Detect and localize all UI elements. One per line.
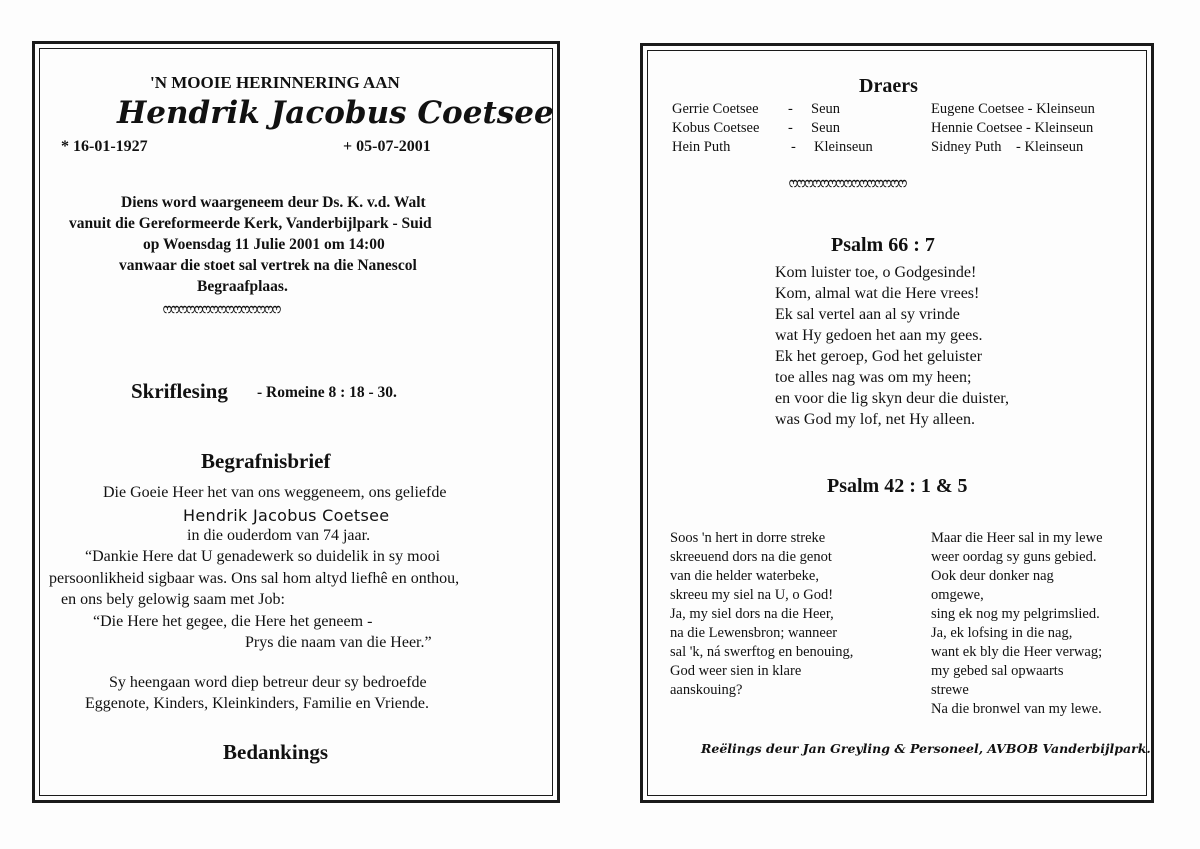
letter-line-2: “Dankie Here dat U genadewerk so duidelik in sy mooi [85,548,441,565]
psalm-2-right-line-5: sing ek nog my pelgrimslied. [931,606,1100,622]
bearer-dash-1: - [788,101,793,117]
letter-title: Begrafnisbrief [201,449,331,473]
bearer-right-3: Sidney Puth - Kleinseun [931,139,1084,155]
letter-deceased-name: Hendrik Jacobus Coetsee [183,506,390,525]
letter-line-6: Prys die naam van die Heer.” [245,634,432,651]
bearer-dash-2: - [788,120,793,136]
psalm-2-right-line-3: Ook deur donker nag [931,568,1054,584]
psalm-2-right-line-8: my gebed sal opwaarts [931,663,1064,679]
right-page [640,43,1154,803]
psalm-1-line-5: Ek het geroep, God het geluister [775,348,983,365]
psalm-2-right-line-1: Maar die Heer sal in my lewe [931,530,1103,546]
letter-age: in die ouderdom van 74 jaar. [187,527,371,544]
bearer-rel-3: Kleinseun [814,139,873,155]
bearer-dash-3: - [791,139,796,155]
scripture-reference: - Romeine 8 : 18 - 30. [257,384,397,401]
service-line-1: Diens word waargeneem deur Ds. K. v.d. Walt [121,194,426,211]
death-date: + 05-07-2001 [343,138,431,155]
psalm-2-left-line-4: skreeu my siel na U, o God! [670,587,834,603]
service-line-3: op Woensdag 11 Julie 2001 om 14:00 [143,236,385,253]
psalm-2-left-line-5: Ja, my siel dors na die Heer, [670,606,834,622]
birth-date: * 16-01-1927 [61,138,148,155]
scripture-label: Skriflesing [131,379,228,403]
psalm-1-line-1: Kom luister toe, o Godgesinde! [775,264,977,281]
psalm-2-right-line-9: strewe [931,682,969,698]
mourners-line-1: Sy heengaan word diep betreur deur sy bedroefde [109,674,427,691]
psalm-1-line-7: en voor die lig skyn deur die duister, [775,390,1009,407]
letter-line-3: persoonlikheid sigbaar was. Ons sal hom altyd liefhê en onthou, [49,570,460,587]
bearer-name: Gerrie Coetsee [672,101,759,117]
psalm-1-line-2: Kom, almal wat die Here vrees! [775,285,980,302]
service-line-4: vanwaar die stoet sal vertrek na die Nanescol [119,257,417,274]
psalm-2-title: Psalm 42 : 1 & 5 [827,475,968,497]
psalm-2-left-line-9: aanskouing? [670,682,743,698]
psalm-2-left-line-2: skreeuend dors na die genot [670,549,832,565]
psalm-2-left-line-6: na die Lewensbron; wanneer [670,625,838,641]
psalm-1-line-6: toe alles nag was om my heen; [775,369,972,386]
bearer-left-1 [672,101,759,118]
psalm-1-line-4: wat Hy gedoen het aan my gees. [775,327,983,344]
bearer-right-2: Hennie Coetsee - Kleinseun [931,120,1094,136]
letter-line-4: en ons bely gelowig saam met Job: [61,591,285,608]
letter-line-5: “Die Here het gegee, die Here het geneem - [93,613,373,630]
psalm-1-title: Psalm 66 : 7 [831,234,935,256]
funeral-home-credits: Reëlings deur Jan Greyling & Personeel, AVBOB Vanderbijlpark. [701,741,1151,756]
mourners-line-2: Eggenote, Kinders, Kleinkinders, Familie en Vriende. [85,695,429,712]
bearer-rel-2: Seun [811,120,840,136]
bearer-rel-1: Seun [811,101,840,117]
psalm-2-right-line-7: want ek bly die Heer verwag; [931,644,1103,660]
psalm-2-right-line-2: weer oordag sy guns gebied. [931,549,1097,565]
left-page [32,41,560,803]
memorial-heading: 'N MOOIE HERINNERING AAN [150,73,400,92]
psalm-2-right-line-6: Ja, ek lofsing in die nag, [931,625,1073,641]
service-line-2: vanuit die Gereformeerde Kerk, Vanderbijlpark - Suid [69,215,432,232]
psalm-2-left-line-7: sal 'k, ná swerftog en benouing, [670,644,854,660]
psalm-2-left-line-8: God weer sien in klare [670,663,802,679]
bearer-left-2: Kobus Coetsee [672,120,760,136]
letter-line-1: Die Goeie Heer het van ons weggeneem, ons geliefde [103,484,447,501]
bearer-left-3: Hein Puth [672,139,731,155]
ornament-divider: ෆෆෆෆෆෆෆෆෆෆෆෆෆෆෆ [163,302,281,317]
psalm-1-line-3: Ek sal vertel aan al sy vrinde [775,306,960,323]
psalm-1-line-8: was God my lof, net Hy alleen. [775,411,975,428]
psalm-2-left-line-1: Soos 'n hert in dorre streke [670,530,826,546]
thanks-heading: Bedankings [223,740,329,764]
psalm-2-left-line-3: van die helder waterbeke, [670,568,819,584]
deceased-name: Hendrik Jacobus Coetsee [117,95,554,131]
psalm-2-right-line-10: Na die bronwel van my lewe. [931,701,1102,717]
psalm-2-right-line-4: omgewe, [931,587,984,603]
service-line-5: Begraafplaas. [197,278,288,295]
bearer-right-1: Eugene Coetsee - Kleinseun [931,101,1095,117]
ornament-divider: ෆෆෆෆෆෆෆෆෆෆෆෆෆෆෆ [789,176,907,191]
bearers-title: Draers [859,75,918,97]
